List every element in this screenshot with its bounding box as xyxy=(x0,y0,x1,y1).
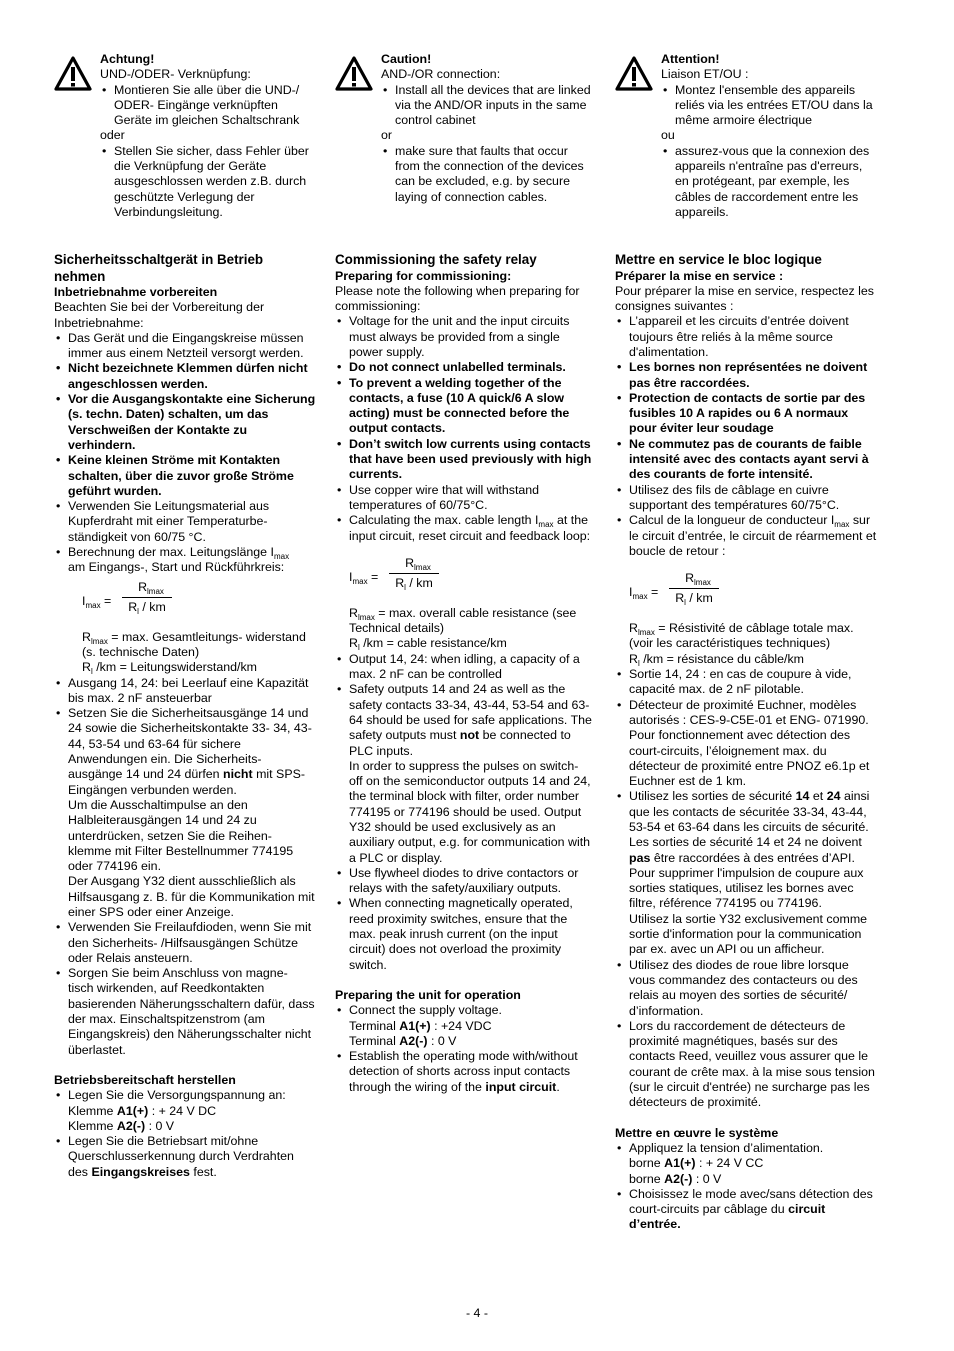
list-item: • Use flywheel diodes to drive contactors or relays with the safety/auxiliary outputs. xyxy=(335,866,595,897)
warning-title: Attention! xyxy=(661,52,720,66)
warning-title: Caution! xyxy=(381,52,432,66)
warning-bullet: • assurez-vous que la connexion des appareils n'entraîne pas d'erreurs, en protégeant, par exemple, les câbles de raccordement entre les appareils. xyxy=(661,144,877,220)
list-item: • When connecting magnetically operated, reed proximity switches, ensure that the max. peak inrush current (on the input circuit) does not overload the proximity switch. xyxy=(335,896,595,972)
list-item: • To prevent a welding together of the contacts, a fuse (10 A quick/6 A slow acting) must be connected before the output contacts. xyxy=(335,376,595,437)
list-item: • Sorgen Sie beim Anschluss von magne- tisch wirkenden, auf Reedkontakten basierenden Näherungsschaltern dafür, dass der max. Einschaltspitzenstrom (am Eingangskreis) den Näherungsschalter nicht überlastet. xyxy=(54,966,316,1058)
list-item: • Keine kleinen Ströme mit Kontakten schalten, über die zuvor große Ströme geführt wurden. xyxy=(54,453,316,499)
subheading-operation: Betriebsbereitschaft herstellen xyxy=(54,1072,236,1087)
list-item: • Les bornes non représentées ne doivent pas être raccordées. xyxy=(615,360,877,391)
cable-length-formula: $I_{max}$ = $R_{lmax}$ $R_l$ / km xyxy=(629,571,877,621)
list-item: • Nicht bezeichnete Klemmen dürfen nicht angeschlossen werden. xyxy=(54,361,316,392)
list-item: • Utilisez les sorties de sécurité 14 et 24 ainsi que les contacts de sécuritée 33-34, 43-44, 53-54 et 63-64 dans les circuits de sécurité. Les sorties de sécurité 14 et 24 ne doivent pas être raccordées à des entrées d’API. Pour supprimer l'impulsion de coupure aux sorties statiques, utilisez les bornes avec filtre, référence 774195 ou 774196. Utilisez la sortie Y32 exclusivement comme sortie d'information pour la communication par ex. avec un API ou un afficheur. xyxy=(615,789,877,957)
warning-triangle-icon xyxy=(615,56,653,92)
subheading-operation: Preparing the unit for operation xyxy=(335,987,521,1002)
list-item: • Protection de contacts de sortie par des fusibles 10 A rapides ou 6 A normaux pour éviter leur soudage xyxy=(615,391,877,437)
list-item: • Legen Sie die Versorgungspannung an: Klemme A1(+) : + 24 V DC Klemme A2(-) : 0 V xyxy=(54,1088,316,1134)
list-item: • Vor die Ausgangskontakte eine Sicherung (s. techn. Daten) schalten, um das Verschweißen der Kontakte zu verhindern. xyxy=(54,392,316,453)
list-item: • Choisissez le mode avec/sans détection des court-circuits par câblage du circuit d’entrée. xyxy=(615,1187,877,1233)
warning-subtitle: Liaison ET/OU : xyxy=(661,67,749,82)
list-item: • Utilisez des diodes de roue libre lorsque vous commandez des contacteurs ou des relais au moyen des sorties de sécurité/ d’information. xyxy=(615,958,877,1019)
warning-triangle-icon xyxy=(335,56,373,92)
formula-legend: $R_{lmax}$ = Résistivité de câblage totale max. (voir les caractéristiques techniques) xyxy=(629,621,854,651)
list-item: • Don’t switch low currents using contacts that have been used previously with high currents. xyxy=(335,437,595,483)
list-item: • Use copper wire that will withstand temperatures of 60/75°C. xyxy=(335,483,595,514)
list-item: • Connect the supply voltage. Terminal A1(+) : +24 VDC Terminal A2(-) : 0 V xyxy=(335,1003,595,1049)
cable-length-formula: $I_{max}$ = $R_{lmax}$ $R_l$ / km xyxy=(82,580,316,630)
list-item: • Safety outputs 14 and 24 as well as the safety contacts 33-34, 43-44, 53-54 and 63-64 should be used for safe applications. The safety outputs must not be connected to PLC inputs. In order to suppress the pulses on switch- off on the semiconductor outputs 14 and 24, the terminal block with filter, order number 774195 or 774196 should be used. Output Y32 should be used exclusively as an auxiliary output, e.g. for communication with a PLC or display. xyxy=(335,682,595,866)
warning-bullet: • Stellen Sie sicher, dass Fehler über die Verknüpfung der Geräte ausgeschlossen werden z.B. durch geschützte Verlegung der Verbindungsleitung. xyxy=(100,144,316,220)
column-french xyxy=(615,52,877,1232)
warning-title: Achtung! xyxy=(100,52,155,66)
cable-length-formula: $I_{max}$ = $R_{lmax}$ $R_l$ / km xyxy=(349,556,595,606)
formula-legend: $R_{lmax} = \max$. Gesamtleitungs- widerstand (s. technische Daten) xyxy=(82,629,306,659)
list-item: • Verwenden Sie Leitungsmaterial aus Kupferdraht mit einer Temperaturbe- ständigkeit von 60/75 °C. xyxy=(54,499,316,545)
list-item: • Do not connect unlabelled terminals. xyxy=(335,360,595,375)
page-number: - 4 - xyxy=(465,1306,489,1320)
subheading-prepare: Preparing for commissioning: xyxy=(335,268,512,283)
warning-bullet: • Montez l'ensemble des appareils reliés via les entrées ET/OU dans la même armoire électrique xyxy=(661,83,877,129)
list-item: • Berechnung der max. Leitungslänge $I_{max}$ am Eingangs-, Start und Rückführkreis: xyxy=(54,545,316,576)
list-item: • Calcul de la longueur de conducteur $I_{max}$ sur le circuit d’entrée, le circuit de réarmement et boucle de retour : xyxy=(615,513,877,559)
warning-box-french xyxy=(615,52,877,222)
section-heading: Mettre en service le bloc logique xyxy=(615,252,822,267)
list-item: • Ausgang 14, 24: bei Leerlauf eine Kapazität bis max. 2 nF ansteuerbar xyxy=(54,676,316,707)
warning-or: oder xyxy=(100,128,125,143)
list-item: • Das Gerät und die Eingangskreise müssen immer aus einem Netzteil versorgt werden. xyxy=(54,331,316,362)
list-item: • Legen Sie die Betriebsart mit/ohne Querschlusserkennung durch Verdrahten des Eingangskreises fest. xyxy=(54,1134,316,1180)
warning-bullet: • Install all the devices that are linked via the AND/OR inputs in the same control cabinet xyxy=(381,83,595,129)
list-item: • Utilisez des fils de câblage en cuivre supportant des températures 60/75°C. xyxy=(615,483,877,514)
formula-legend: $R_l$ /km = résistance du câble/km xyxy=(629,651,804,668)
section-heading: Commissioning the safety relay xyxy=(335,252,537,267)
list-item: • Output 14, 24: when idling, a capacity of a max. 2 nF can be controlled xyxy=(335,652,595,683)
formula-legend: $R_{lmax} = \max$. overall cable resistance (see Technical details) xyxy=(349,605,577,636)
list-item: • Establish the operating mode with/without detection of shorts across input contacts through the wiring of the input circuit. xyxy=(335,1049,595,1095)
warning-or: ou xyxy=(661,128,675,143)
subheading-prepare: Inbetriebnahme vorbereiten xyxy=(54,285,218,299)
warning-triangle-icon xyxy=(54,56,92,92)
list-item: • Ne commutez pas de courants de faible intensité avec des contacts ayant servi à des courants de forte intensité. xyxy=(615,437,877,483)
formula-legend: $R_l$ /km = Leitungswiderstand/km xyxy=(82,660,257,677)
section-english xyxy=(335,252,595,1095)
list-item: • Setzen Sie die Sicherheitsausgänge 14 und 24 sowie die Sicherheitskontakte 33- 34, 43-44, 53-54 und 63-64 für sichere Anwendungen ein. Die Sicherheits- ausgänge 14 und 24 dürfen nicht mit SPS-Eingängen verbunden werden. Um die Ausschaltimpulse an den Halbleiterausgängen 14 und 24 zu unterdrücken, setzen Sie die Reihen- klemme mit Filter Bestellnummer 774195 oder 774196 ein. Der Ausgang Y32 dient ausschließlich als Hilfsausgang z. B. für die Kommunikation mit einer SPS oder einer Anzeige. xyxy=(54,706,316,920)
list-item: • Sortie 14, 24 : en cas de coupure à vide, capacité max. de 2 nF pilotable. xyxy=(615,667,877,698)
warning-box-german xyxy=(54,52,316,222)
subheading-prepare: Préparer la mise en service : xyxy=(615,268,784,283)
list-item: • L’appareil et les circuits d’entrée doivent toujours être reliés à la même source d'alimentation. xyxy=(615,314,877,360)
warning-bullet: • make sure that faults that occur from the connection of the devices can be excluded, e.g. by secure laying of connection cables. xyxy=(381,144,595,205)
intro-text: Pour préparer la mise en service, respectez les consignes suivantes : xyxy=(615,283,874,314)
warning-subtitle: AND-/OR connection: xyxy=(381,67,501,82)
list-item: • Calculating the max. cable length $I_{max}$ at the input circuit, reset circuit and feedback loop: xyxy=(335,513,595,544)
subheading-operation: Mettre en œuvre le système xyxy=(615,1125,779,1140)
list-item: • Lors du raccordement de détecteurs de proximité magnétiques, basés sur des contacts Reed, veuillez vous assurer que le courant de crête max. à la mise sous tension (sur le circuit d'entrée) ne surcharge pas les détecteurs de proximité. xyxy=(615,1019,877,1111)
list-item: • Voltage for the unit and the input circuits must always be provided from a single power supply. xyxy=(335,314,595,360)
list-item: • Détecteur de proximité Euchner, modèles autorisés : CES-9-C5E-01 et ENG- 071990. Pour fonctionnement avec détection des court-circuits, l’éloignement max. du détecteur de proximité entre PNOZ e6.1p et Euchner est de 1 km. xyxy=(615,698,877,790)
column-english xyxy=(335,52,595,1094)
section-german xyxy=(54,252,316,1180)
warning-box-english xyxy=(335,52,595,222)
warning-subtitle: UND-/ODER- Verknüpfung: xyxy=(100,67,251,82)
section-french xyxy=(615,252,877,1233)
warning-or: or xyxy=(381,128,393,143)
section-heading: Sicherheitsschaltgerät in Betrieb nehmen xyxy=(54,252,264,284)
formula-legend: $R_l$ /km = cable resistance/km xyxy=(349,636,507,653)
list-item: • Verwenden Sie Freilaufdioden, wenn Sie mit den Sicherheits- /Hilfsausgängen Schütze oder Relais ansteuern. xyxy=(54,920,316,966)
warning-bullet: • Montieren Sie alle über die UND-/ ODER- Eingänge verknüpften Geräte im gleichen Schaltschrank xyxy=(100,83,316,129)
column-german xyxy=(54,52,316,1179)
list-item: • Appliquez la tension d’alimentation. borne A1(+) : + 24 V CC borne A2(-) : 0 V xyxy=(615,1141,877,1187)
intro-text: Please note the following when preparing for commissioning: xyxy=(335,283,580,314)
intro-text: Beachten Sie bei der Vorbereitung der Inbetriebnahme: xyxy=(54,300,265,330)
